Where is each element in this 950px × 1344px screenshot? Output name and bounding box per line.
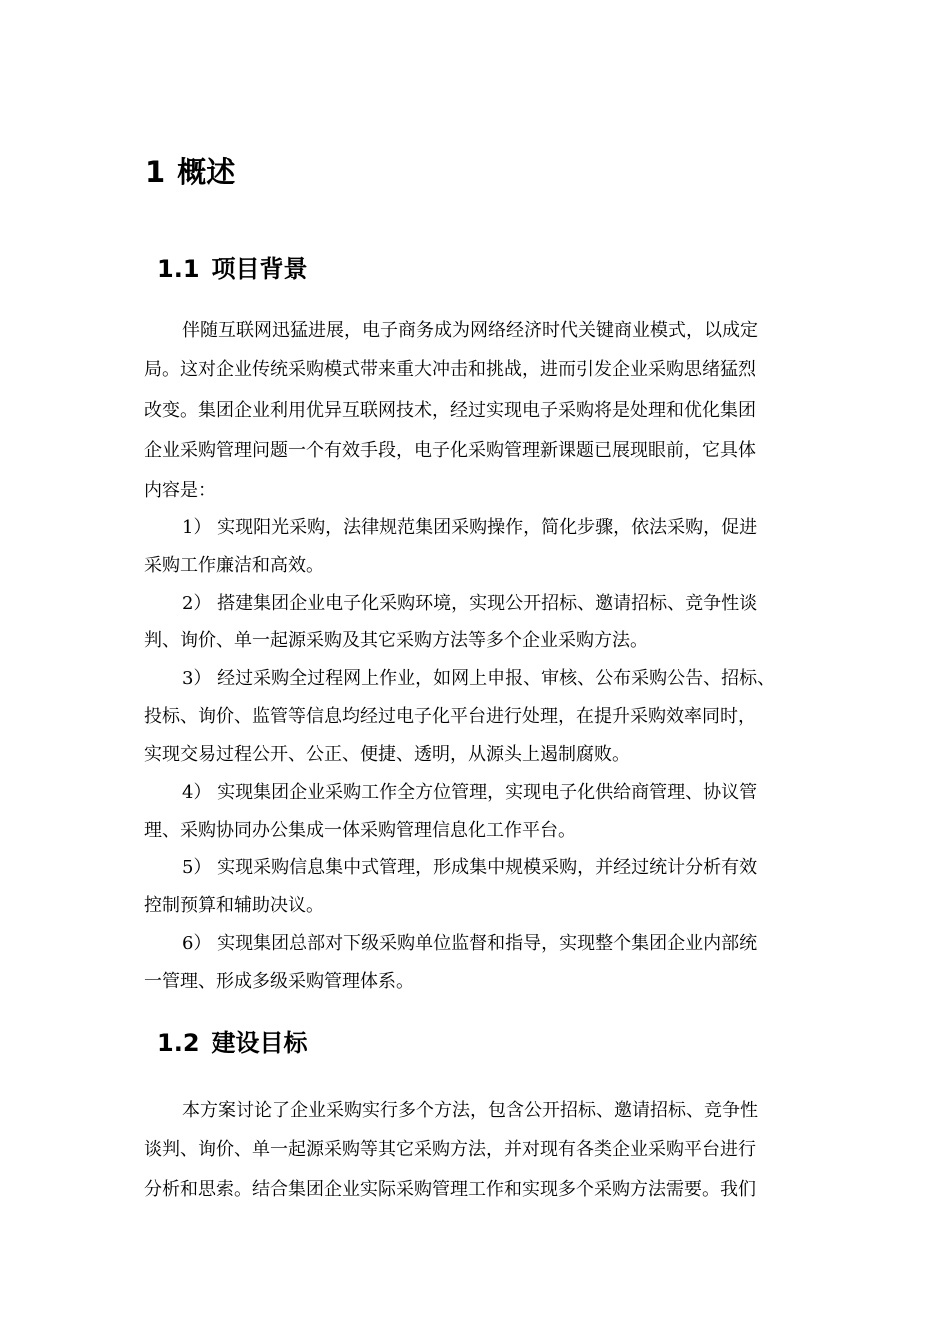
body-line: 分析和思索。结合集团企业实际采购管理工作和实现多个采购方法需要。我们 [144, 1179, 756, 1200]
list-item-line: 2） 搭建集团企业电子化采购环境，实现公开招标、邀请招标、竞争性谈 [182, 593, 758, 614]
list-item-line: 4） 实现集团企业采购工作全方位管理，实现电子化供给商管理、协议管 [182, 782, 758, 803]
list-item-line: 3） 经过采购全过程网上作业，如网上申报、审核、公布采购公告、招标、 [182, 668, 776, 689]
body-line: 企业采购管理问题一个有效手段，电子化采购管理新课题已展现眼前，它具体 [144, 440, 756, 461]
list-item-line: 实现交易过程公开、公正、便捷、透明，从源头上遏制腐败。 [144, 744, 630, 765]
list-item-line: 判、询价、单一起源采购及其它采购方法等多个企业采购方法。 [144, 630, 648, 651]
heading-1-number: 1 [145, 155, 166, 189]
heading-1-2 [157, 1026, 308, 1060]
list-item-line: 6） 实现集团总部对下级采购单位监督和指导，实现整个集团企业内部统 [182, 933, 758, 954]
heading-1-2-title: 建设目标 [211, 1029, 308, 1057]
list-item-line: 5） 实现采购信息集中式管理，形成集中规模采购，并经过统计分析有效 [182, 857, 758, 878]
body-line: 伴随互联网迅猛进展，电子商务成为网络经济时代关键商业模式，以成定 [182, 320, 758, 341]
heading-1-1 [157, 252, 308, 286]
heading-1 [145, 152, 235, 192]
list-item-line: 投标、询价、监管等信息均经过电子化平台进行处理，在提升采购效率同时， [144, 706, 756, 727]
list-item-line: 理、采购协同办公集成一体采购管理信息化工作平台。 [144, 820, 576, 841]
heading-1-title: 概述 [177, 155, 236, 189]
list-item-line: 采购工作廉洁和高效。 [144, 555, 324, 576]
body-line: 改变。集团企业利用优异互联网技术，经过实现电子采购将是处理和优化集团 [144, 400, 756, 421]
heading-1-1-number: 1.1 [157, 255, 200, 283]
body-line: 谈判、询价、单一起源采购等其它采购方法，并对现有各类企业采购平台进行 [144, 1139, 756, 1160]
body-line: 内容是： [144, 480, 216, 501]
body-line: 局。这对企业传统采购模式带来重大冲击和挑战，进而引发企业采购思绪猛烈 [144, 359, 756, 380]
heading-1-1-title: 项目背景 [211, 255, 308, 283]
body-line: 本方案讨论了企业采购实行多个方法，包含公开招标、邀请招标、竞争性 [182, 1100, 758, 1121]
heading-1-2-number: 1.2 [157, 1029, 200, 1057]
list-item-line: 一管理、形成多级采购管理体系。 [144, 971, 414, 992]
list-item-line: 1） 实现阳光采购，法律规范集团采购操作，简化步骤，依法采购，促进 [182, 517, 758, 538]
list-item-line: 控制预算和辅助决议。 [144, 895, 324, 916]
